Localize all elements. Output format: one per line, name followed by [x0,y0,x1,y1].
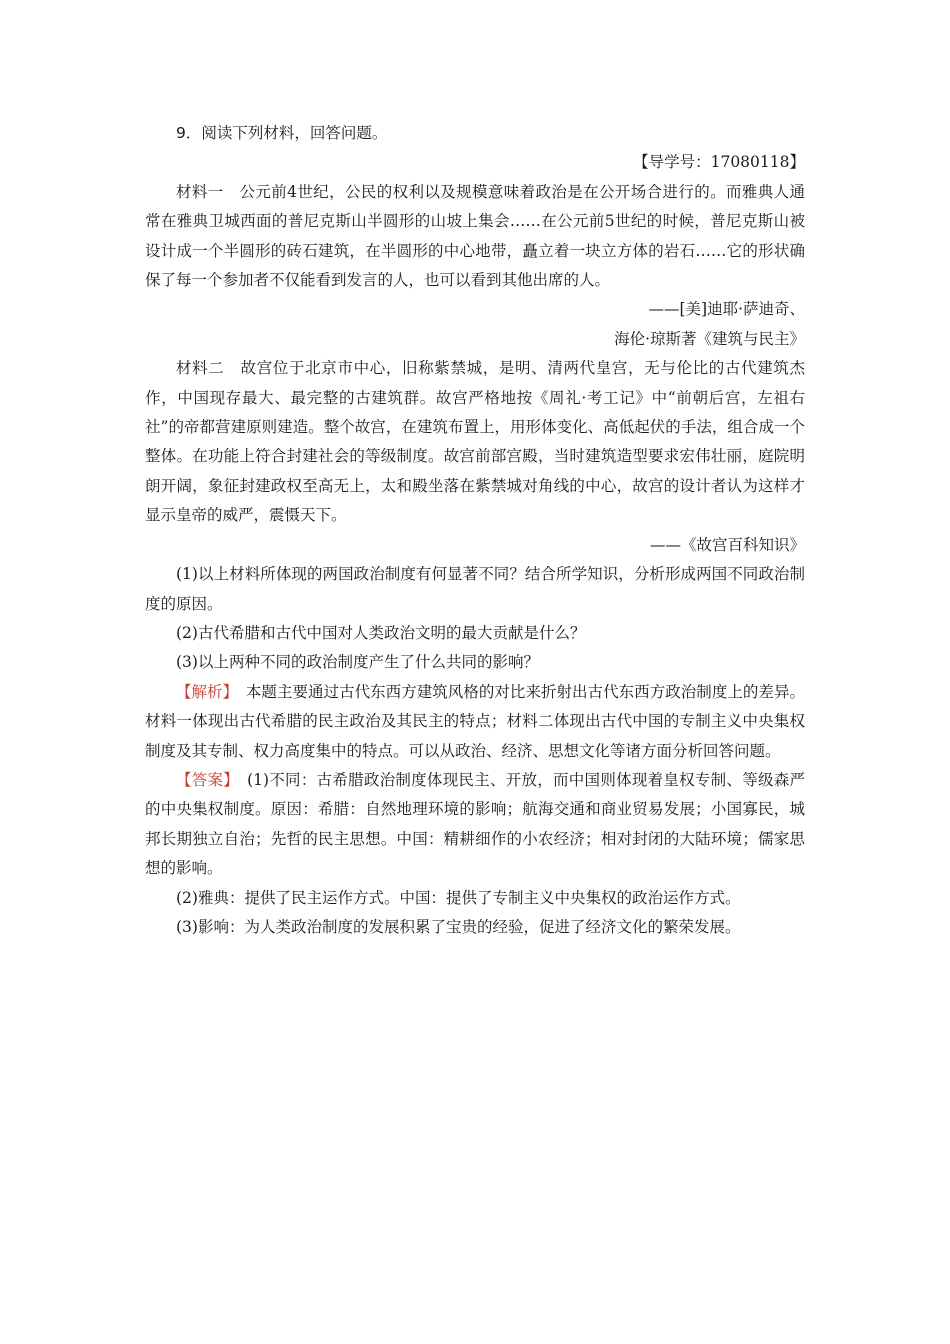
analysis-text: 本题主要通过古代东西方建筑风格的对比来折射出古代东西方政治制度上的差异。材料一体现出古代希腊的民主政治及其民主的特点；材料二体现出古代中国的专制主义中央集权制度及其专制、权力高度集中的特点。可以从政治、经济、思想文化等诸方面分析回答问题。 [145,682,805,760]
answer-part-2: (2)雅典：提供了民主运作方式。中国：提供了专制主义中央集权的政治运作方式。 [176,888,741,907]
analysis-paragraph [145,678,805,766]
answer-part-3: (3)影响：为人类政治制度的发展积累了宝贵的经验，促进了经济文化的繁荣发展。 [176,917,741,936]
answer-paragraph [145,766,805,884]
answer-label: 【答案】 [176,770,232,789]
guide-number: 【导学号：17080118】 [633,153,805,172]
material-one-source-line2: 海伦·琼斯著《建筑与民主》 [614,329,805,348]
answer-part-1: (1)不同：古希腊政治制度体现民主、开放，而中国则体现着皇权专制、等级森严的中央集权制度。原因：希腊：自然地理环境的影响；航海交通和商业贸易发展；小国寡民，城邦长期独立自治；先哲的民主思想。中国：精耕细作的小农经济；相对封闭的大陆环境；儒家思想的影响。 [145,770,805,878]
material-one-text: 材料一 公元前4世纪，公民的权利以及规模意味着政治是在公开场合进行的。而雅典人通常在雅典卫城西面的普尼克斯山半圆形的山坡上集会……在公元前5世纪的时候，普尼克斯山被设计成一个半圆形的砖石建筑，在半圆形的中心地带，矗立着一块立方体的岩石……它的形状确保了每一个参加者不仅能看到发言的人，也可以看到其他出席的人。 [145,182,805,290]
sub-question-1: (1)以上材料所体现的两国政治制度有何显著不同？结合所学知识，分析形成两国不同政治制度的原因。 [145,565,805,613]
analysis-label: 【解析】 [176,682,231,701]
material-one-source-line1: ——[美]迪耶·萨迪奇、 [648,300,805,319]
material-two-text: 材料二 故宫位于北京市中心，旧称紫禁城，是明、清两代皇宫，无与伦比的古代建筑杰作，中国现存最大、最完整的古建筑群。故宫严格地按《周礼·考工记》中“前朝后宫，左祖右社”的帝都营建原则建造。整个故宫，在建筑布置上，用形体变化、高低起伏的手法，组合成一个整体。在功能上符合封建社会的等级制度。故宫前部宫殿，当时建筑造型要求宏伟壮丽，庭院明朗开阔，象征封建政权至高无上，太和殿坐落在紫禁城对角线的中心，故宫的设计者认为这样才显示皇帝的威严，震慑天下。 [145,359,805,525]
question-title: 9．阅读下列材料，回答问题。 [176,124,388,142]
sub-question-2: (2)古代希腊和古代中国对人类政治文明的最大贡献是什么？ [176,623,586,642]
material-two-source: ——《故宫百科知识》 [649,535,805,554]
sub-question-3: (3)以上两种不同的政治制度产生了什么共同的影响？ [176,653,539,672]
document-page [145,119,805,942]
